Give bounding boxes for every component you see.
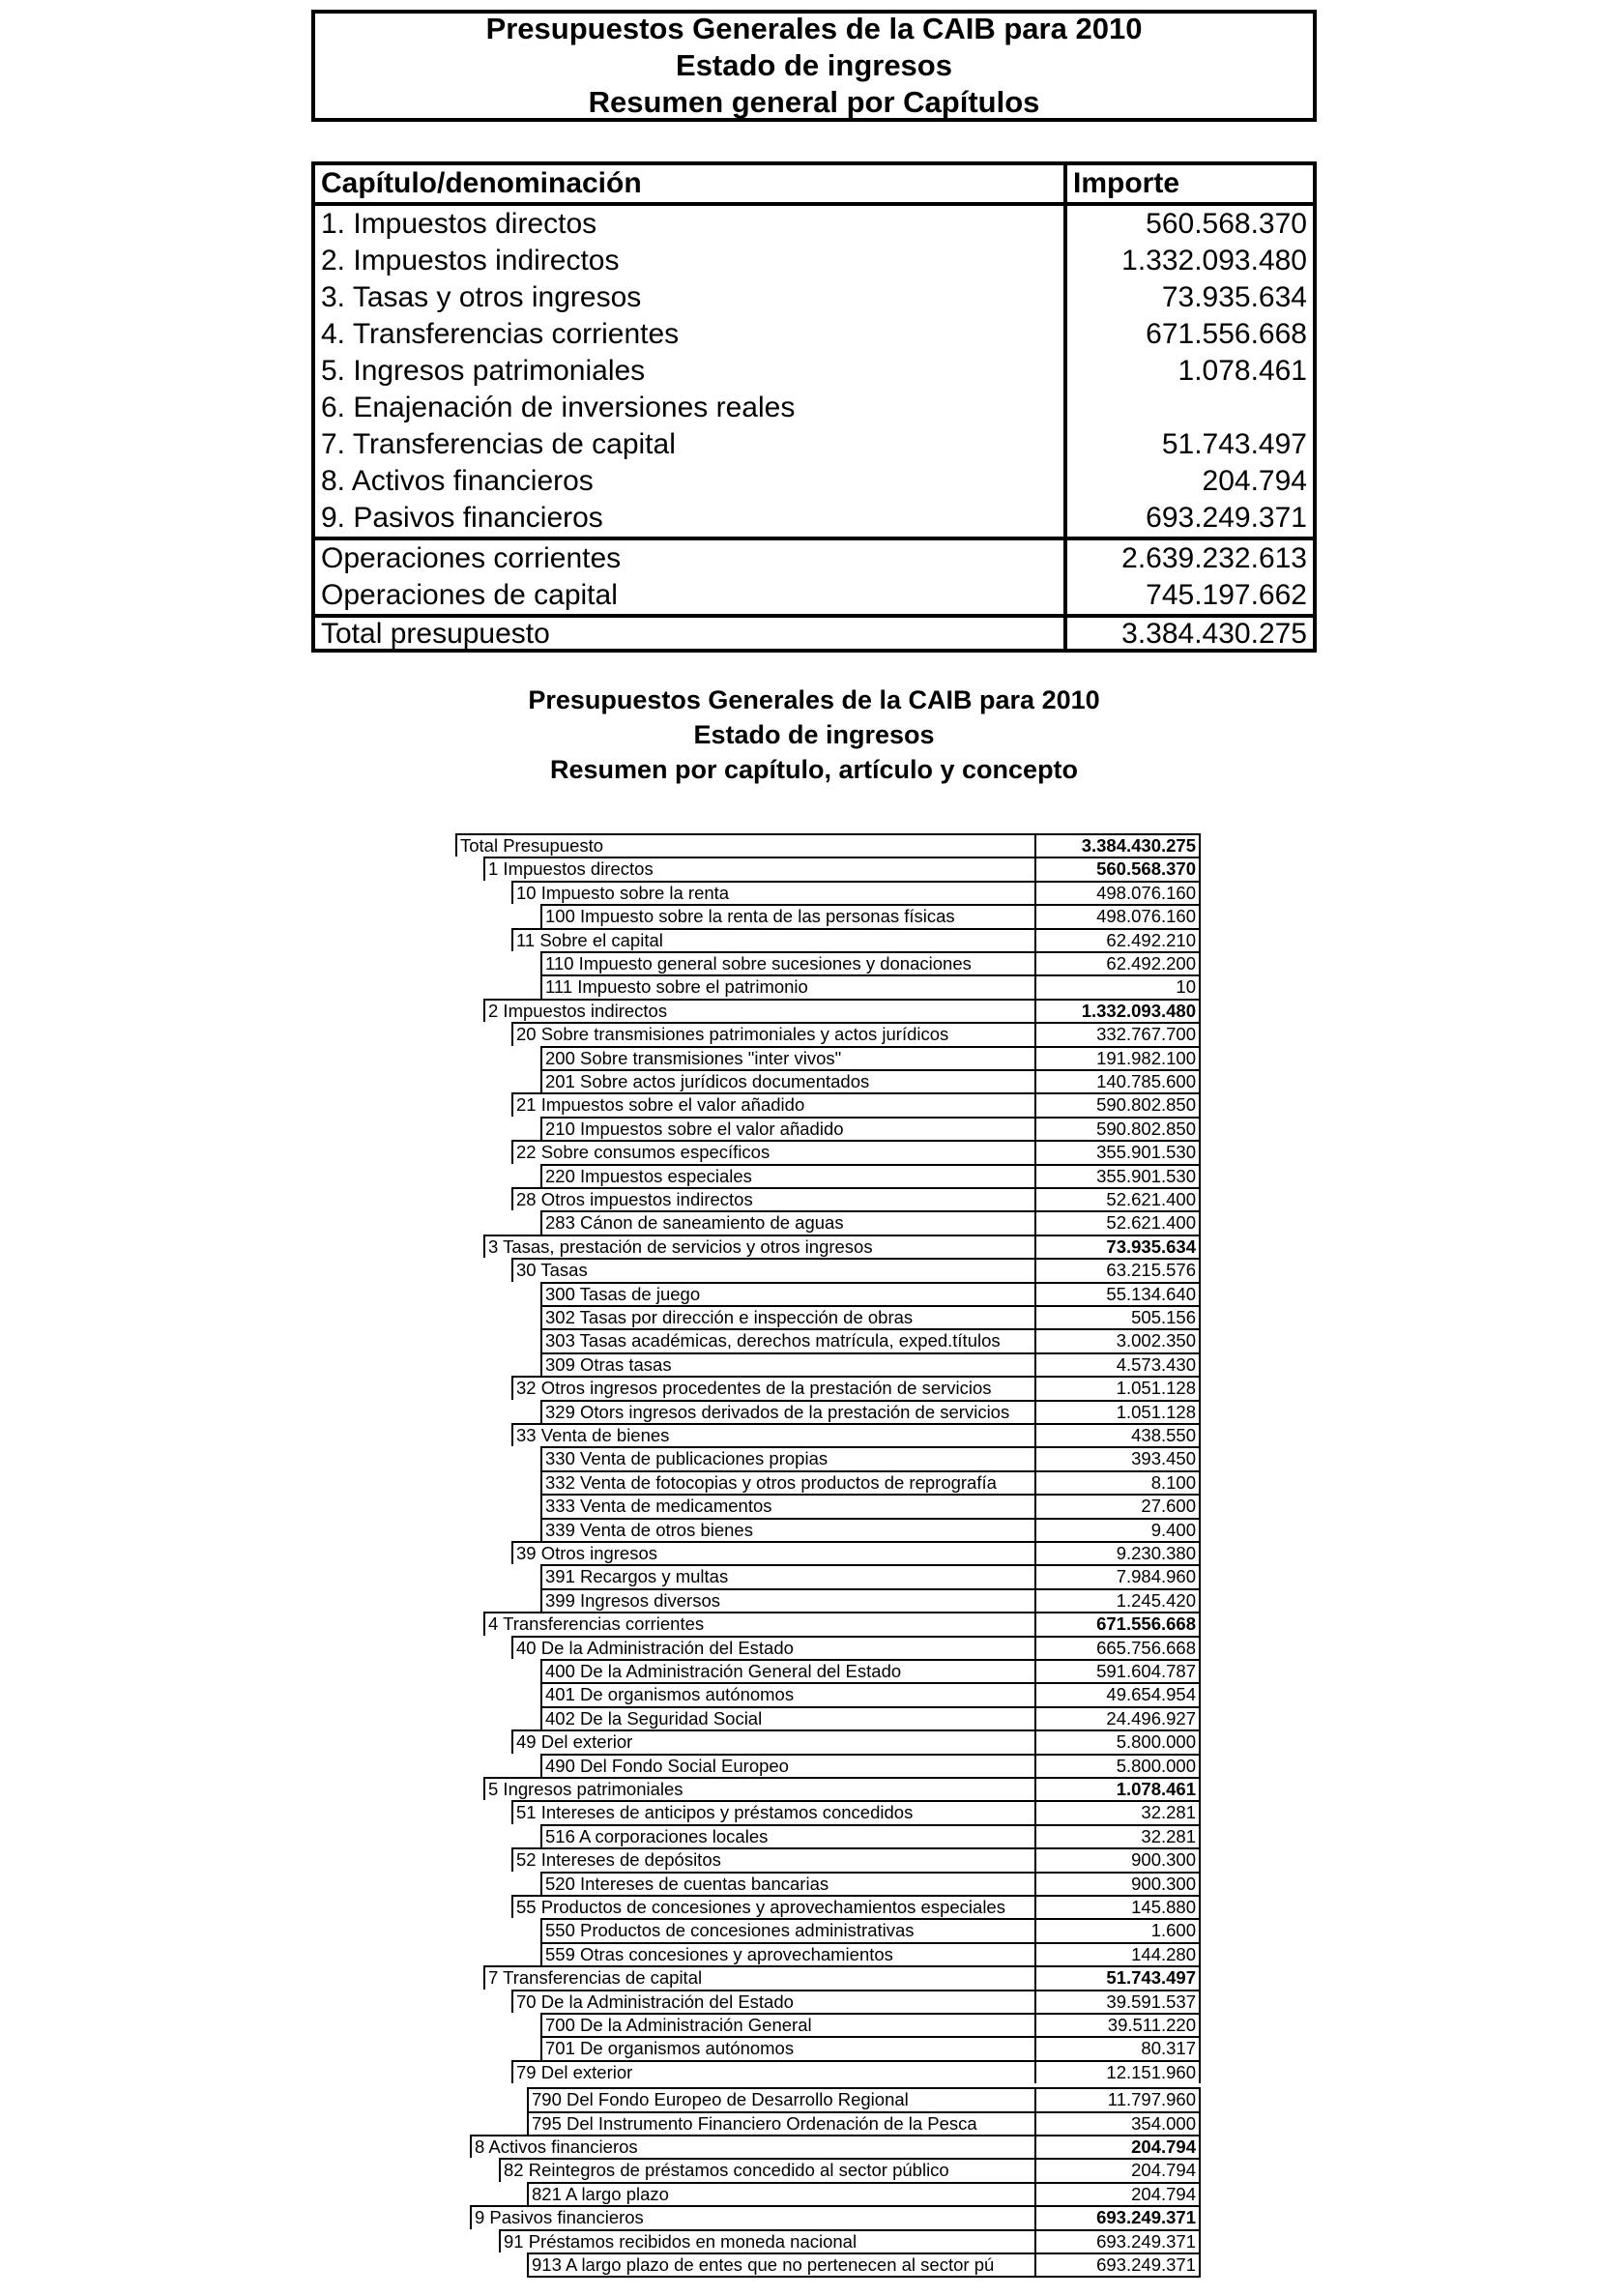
operations-label: Operaciones de capital <box>321 579 618 611</box>
detail-table-bottom-border <box>527 2276 1201 2278</box>
detail-row-value: 1.051.128 <box>1036 1400 1201 1423</box>
detail-row-label: 200 Sobre transmisiones "inter vivos" <box>540 1046 1036 1069</box>
detail-row-value: 62.492.210 <box>1036 928 1201 951</box>
detail-row-value: 505.156 <box>1036 1305 1201 1328</box>
detail-row <box>0 951 1599 974</box>
detail-row-label: 399 Ingresos diversos <box>540 1588 1036 1612</box>
chapter-label: 2. Impuestos indirectos <box>321 245 620 276</box>
detail-row <box>0 1942 1599 1965</box>
detail-row-value: 140.785.600 <box>1036 1069 1201 1092</box>
detail-row-value: 590.802.850 <box>1036 1092 1201 1116</box>
detail-row <box>0 1682 1599 1705</box>
detail-row-value: 49.654.954 <box>1036 1682 1201 1705</box>
detail-row <box>0 1494 1599 1517</box>
operations-label: Operaciones corrientes <box>321 542 622 574</box>
detail-row-value: 900.300 <box>1036 1872 1201 1895</box>
detail-row <box>0 1965 1599 1989</box>
detail-row <box>0 1470 1599 1494</box>
chapter-row <box>315 426 1313 463</box>
detail-row-value: 1.245.420 <box>1036 1588 1201 1612</box>
detail-row-label: 40 De la Administración del Estado <box>511 1636 1036 1659</box>
detail-row <box>0 2087 1599 2110</box>
detail-row-label: 391 Recargos y multas <box>540 1564 1036 1587</box>
detail-row-label: 100 Impuesto sobre la renta de las personas físicas <box>540 904 1036 927</box>
detail-row-value: 693.249.371 <box>1036 2252 1201 2276</box>
detail-row <box>0 1824 1599 1847</box>
summary-title: Presupuestos Generales de la CAIB para 2010 <box>485 12 1143 45</box>
detail-row-label: 51 Intereses de anticipos y préstamos concedidos <box>511 1800 1036 1823</box>
detail-row <box>0 2182 1599 2205</box>
total-row <box>315 616 1313 653</box>
detail-row-value: 355.901.530 <box>1036 1140 1201 1163</box>
detail-row <box>0 1258 1599 1281</box>
detail-row-value: 32.281 <box>1036 1824 1201 1847</box>
detail-row-label: 33 Venta de bienes <box>511 1423 1036 1446</box>
detail-row-value: 1.051.128 <box>1036 1376 1201 1399</box>
detail-row <box>0 928 1599 951</box>
detail-row <box>0 1140 1599 1163</box>
detail-row-label: 39 Otros ingresos <box>511 1541 1036 1564</box>
detail-row-label: 8 Activos financieros <box>470 2135 1036 2158</box>
detail-row-label: 401 De organismos autónomos <box>540 1682 1036 1705</box>
detail-row-value: 7.984.960 <box>1036 1564 1201 1587</box>
detail-row <box>0 881 1599 904</box>
detail-title: Presupuestos Generales de la CAIB para 2010 <box>528 685 1100 714</box>
detail-row-value: 665.756.668 <box>1036 1636 1201 1659</box>
detail-subtitle-2: Resumen por capítulo, artículo y concepto <box>549 755 1079 784</box>
detail-row <box>0 1092 1599 1116</box>
detail-row-label: 49 Del exterior <box>511 1729 1036 1753</box>
detail-row-value: 693.249.371 <box>1036 2229 1201 2252</box>
detail-row-value: 900.300 <box>1036 1847 1201 1871</box>
detail-row-value: 498.076.160 <box>1036 904 1201 927</box>
detail-row-label: 55 Productos de concesiones y aprovechamientos especiales <box>511 1895 1036 1918</box>
detail-row <box>0 2205 1599 2228</box>
operations-value: 2.639.232.613 <box>1121 542 1307 574</box>
detail-row <box>0 1022 1599 1045</box>
detail-row-label: 3 Tasas, prestación de servicios y otros ingresos <box>483 1235 1036 1258</box>
detail-row-label: 309 Otras tasas <box>540 1352 1036 1376</box>
chapter-row <box>315 390 1313 426</box>
detail-row-label: 11 Sobre el capital <box>511 928 1036 951</box>
detail-row-value: 27.600 <box>1036 1494 1201 1517</box>
detail-row-label: 91 Préstamos recibidos en moneda nacional <box>499 2229 1036 2252</box>
detail-row <box>0 1872 1599 1895</box>
detail-row <box>0 1187 1599 1210</box>
column-header-label: Capítulo/denominación <box>321 167 642 199</box>
chapter-row <box>315 206 1313 243</box>
chapter-label: 5. Ingresos patrimoniales <box>321 355 646 387</box>
detail-row <box>0 1352 1599 1376</box>
detail-row-label: 700 De la Administración General <box>540 2013 1036 2036</box>
operations-row <box>315 577 1313 614</box>
detail-row-label: 550 Productos de concesiones administrativas <box>540 1918 1036 1941</box>
detail-row <box>0 1895 1599 1918</box>
detail-row-value: 3.384.430.275 <box>1036 833 1201 857</box>
detail-row-value: 191.982.100 <box>1036 1046 1201 1069</box>
detail-row-label: 400 De la Administración General del Estado <box>540 1659 1036 1682</box>
detail-row-label: 1 Impuestos directos <box>483 857 1036 880</box>
chapter-label: 9. Pasivos financieros <box>321 502 603 534</box>
detail-row <box>0 1588 1599 1612</box>
detail-row-label: 5 Ingresos patrimoniales <box>483 1777 1036 1800</box>
detail-row-value: 560.568.370 <box>1036 857 1201 880</box>
detail-row <box>0 1564 1599 1587</box>
detail-row <box>0 1800 1599 1823</box>
detail-row-label: 790 Del Fondo Europeo de Desarrollo Regional <box>527 2087 1036 2110</box>
detail-row <box>0 2229 1599 2252</box>
detail-row-label: 300 Tasas de juego <box>540 1282 1036 1305</box>
chapter-row <box>315 316 1313 353</box>
chapter-value: 693.249.371 <box>1146 502 1307 534</box>
detail-row-label: 52 Intereses de depósitos <box>511 1847 1036 1871</box>
detail-row-value: 693.249.371 <box>1036 2205 1201 2228</box>
column-header-value: Importe <box>1073 167 1180 199</box>
detail-row <box>0 1847 1599 1871</box>
detail-row-label: 516 A corporaciones locales <box>540 1824 1036 1847</box>
detail-row-value: 52.621.400 <box>1036 1187 1201 1210</box>
detail-row <box>0 1446 1599 1469</box>
detail-row-value: 1.078.461 <box>1036 1777 1201 1800</box>
detail-row <box>0 1210 1599 1234</box>
detail-row <box>0 1069 1599 1092</box>
chapter-label: 1. Impuestos directos <box>321 208 597 240</box>
summary-header-box <box>311 10 1317 122</box>
detail-row-value: 80.317 <box>1036 2036 1201 2059</box>
chapter-label: 4. Transferencias corrientes <box>321 318 680 350</box>
detail-row-label: 70 De la Administración del Estado <box>511 1990 1036 2013</box>
chapter-value: 73.935.634 <box>1161 281 1307 313</box>
detail-row-label: 795 Del Instrumento Financiero Ordenación de la Pesca <box>527 2111 1036 2135</box>
detail-row-value: 204.794 <box>1036 2182 1201 2205</box>
detail-row-label: 201 Sobre actos jurídicos documentados <box>540 1069 1036 1092</box>
detail-row-value: 9.230.380 <box>1036 1541 1201 1564</box>
operations-value: 745.197.662 <box>1146 579 1307 611</box>
detail-row-value: 12.151.960 <box>1036 2060 1201 2083</box>
detail-row <box>0 1659 1599 1682</box>
detail-row-value: 3.002.350 <box>1036 1328 1201 1351</box>
detail-row-value: 11.797.960 <box>1036 2087 1201 2110</box>
detail-row-label: 303 Tasas académicas, derechos matrícula, exped.títulos <box>540 1328 1036 1351</box>
chapter-row <box>315 353 1313 390</box>
detail-row <box>0 2135 1599 2158</box>
detail-row-label: 22 Sobre consumos específicos <box>511 1140 1036 1163</box>
detail-row <box>0 833 1599 857</box>
detail-row-value: 204.794 <box>1036 2158 1201 2181</box>
detail-row-value: 63.215.576 <box>1036 1258 1201 1281</box>
detail-row-value: 354.000 <box>1036 2111 1201 2135</box>
chapter-row <box>315 279 1313 316</box>
detail-row <box>0 1754 1599 1777</box>
detail-row-value: 32.281 <box>1036 1800 1201 1823</box>
detail-title-block <box>311 683 1317 787</box>
detail-row <box>0 904 1599 927</box>
detail-row <box>0 1777 1599 1800</box>
chapter-value: 204.794 <box>1202 465 1307 497</box>
detail-row-value: 204.794 <box>1036 2135 1201 2158</box>
detail-row-label: 10 Impuesto sobre la renta <box>511 881 1036 904</box>
chapter-row <box>315 500 1313 537</box>
detail-row <box>0 1706 1599 1729</box>
detail-row-value: 145.880 <box>1036 1895 1201 1918</box>
detail-row-value: 332.767.700 <box>1036 1022 1201 1045</box>
detail-row-value: 438.550 <box>1036 1423 1201 1446</box>
summary-subtitle-2: Resumen general por Capítulos <box>588 85 1040 119</box>
detail-row-value: 62.492.200 <box>1036 951 1201 974</box>
detail-row-value: 671.556.668 <box>1036 1612 1201 1635</box>
detail-row <box>0 1282 1599 1305</box>
detail-row-label: 332 Venta de fotocopias y otros productos de reprografía <box>540 1470 1036 1494</box>
detail-row-value: 55.134.640 <box>1036 1282 1201 1305</box>
detail-row-label: 402 De la Seguridad Social <box>540 1706 1036 1729</box>
detail-row <box>0 1376 1599 1399</box>
detail-row-value: 590.802.850 <box>1036 1117 1201 1140</box>
detail-row-value: 9.400 <box>1036 1518 1201 1541</box>
detail-row-label: Total Presupuesto <box>455 833 1036 857</box>
detail-row-value: 39.591.537 <box>1036 1990 1201 2013</box>
summary-subtitle: Estado de ingresos <box>676 48 952 82</box>
detail-row-value: 5.800.000 <box>1036 1729 1201 1753</box>
detail-row <box>0 2036 1599 2059</box>
detail-row-value: 4.573.430 <box>1036 1352 1201 1376</box>
chapter-value: 51.743.497 <box>1161 428 1307 460</box>
chapter-label: 8. Activos financieros <box>321 465 594 497</box>
detail-row-label: 913 A largo plazo de entes que no pertenecen al sector pú <box>527 2252 1036 2276</box>
detail-row <box>0 1305 1599 1328</box>
detail-row <box>0 1518 1599 1541</box>
detail-row-value: 1.332.093.480 <box>1036 999 1201 1022</box>
detail-row-label: 330 Venta de publicaciones propias <box>540 1446 1036 1469</box>
detail-row <box>0 1990 1599 2013</box>
detail-row <box>0 1918 1599 1941</box>
detail-row <box>0 2252 1599 2276</box>
detail-row-value: 393.450 <box>1036 1446 1201 1469</box>
detail-row <box>0 1235 1599 1258</box>
detail-row <box>0 1612 1599 1635</box>
detail-row <box>0 1400 1599 1423</box>
detail-row-label: 329 Otors ingresos derivados de la prestación de servicios <box>540 1400 1036 1423</box>
detail-row <box>0 1046 1599 1069</box>
detail-row-label: 7 Transferencias de capital <box>483 1965 1036 1989</box>
detail-row-value: 39.511.220 <box>1036 2013 1201 2036</box>
detail-row <box>0 1164 1599 1187</box>
detail-row-label: 79 Del exterior <box>511 2060 1036 2083</box>
detail-row-label: 20 Sobre transmisiones patrimoniales y actos jurídicos <box>511 1022 1036 1045</box>
detail-row-value: 51.743.497 <box>1036 1965 1201 1989</box>
detail-row-label: 30 Tasas <box>511 1258 1036 1281</box>
detail-row-value: 8.100 <box>1036 1470 1201 1494</box>
detail-row-label: 339 Venta de otros bienes <box>540 1518 1036 1541</box>
detail-row-value: 73.935.634 <box>1036 1235 1201 1258</box>
chapter-label: 3. Tasas y otros ingresos <box>321 281 642 313</box>
detail-row <box>0 2111 1599 2135</box>
chapter-label: 7. Transferencias de capital <box>321 428 676 460</box>
detail-row-label: 559 Otras concesiones y aprovechamientos <box>540 1942 1036 1965</box>
detail-row <box>0 857 1599 880</box>
detail-row <box>0 1636 1599 1659</box>
detail-row-value: 498.076.160 <box>1036 881 1201 904</box>
detail-row <box>0 1423 1599 1446</box>
summary-table <box>311 161 1317 653</box>
detail-row-label: 4 Transferencias corrientes <box>483 1612 1036 1635</box>
detail-row-label: 520 Intereses de cuentas bancarias <box>540 1872 1036 1895</box>
detail-row-label: 21 Impuestos sobre el valor añadido <box>511 1092 1036 1116</box>
detail-row <box>0 974 1599 998</box>
operations-row <box>315 540 1313 577</box>
detail-row-label: 821 A largo plazo <box>527 2182 1036 2205</box>
detail-row <box>0 1729 1599 1753</box>
detail-row-label: 32 Otros ingresos procedentes de la prestación de servicios <box>511 1376 1036 1399</box>
detail-row <box>0 2158 1599 2181</box>
detail-row-value: 52.621.400 <box>1036 1210 1201 1234</box>
detail-subtitle: Estado de ingresos <box>693 720 935 749</box>
detail-row-value: 1.600 <box>1036 1918 1201 1941</box>
chapter-value: 671.556.668 <box>1146 318 1307 350</box>
detail-row-label: 333 Venta de medicamentos <box>540 1494 1036 1517</box>
detail-row-label: 210 Impuestos sobre el valor añadido <box>540 1117 1036 1140</box>
detail-row-label: 283 Cánon de saneamiento de aguas <box>540 1210 1036 1234</box>
detail-row-value: 591.604.787 <box>1036 1659 1201 1682</box>
detail-row-label: 9 Pasivos financieros <box>470 2205 1036 2228</box>
chapter-row <box>315 243 1313 279</box>
chapter-value: 1.078.461 <box>1177 355 1307 387</box>
total-value: 3.384.430.275 <box>1121 618 1307 650</box>
detail-row-label: 302 Tasas por dirección e inspección de obras <box>540 1305 1036 1328</box>
detail-row <box>0 2013 1599 2036</box>
detail-row-label: 111 Impuesto sobre el patrimonio <box>540 974 1036 998</box>
chapter-value: 1.332.093.480 <box>1121 245 1307 276</box>
detail-row-value: 5.800.000 <box>1036 1754 1201 1777</box>
detail-row-label: 82 Reintegros de préstamos concedido al sector público <box>499 2158 1036 2181</box>
detail-row-value: 144.280 <box>1036 1942 1201 1965</box>
detail-row-label: 2 Impuestos indirectos <box>483 999 1036 1022</box>
detail-row-label: 490 Del Fondo Social Europeo <box>540 1754 1036 1777</box>
detail-row <box>0 1541 1599 1564</box>
detail-row-label: 220 Impuestos especiales <box>540 1164 1036 1187</box>
detail-row-label: 110 Impuesto general sobre sucesiones y donaciones <box>540 951 1036 974</box>
detail-row-label: 701 De organismos autónomos <box>540 2036 1036 2059</box>
detail-row <box>0 1117 1599 1140</box>
total-label: Total presupuesto <box>321 618 550 650</box>
chapter-row <box>315 463 1313 500</box>
detail-row-value: 24.496.927 <box>1036 1706 1201 1729</box>
detail-row <box>0 2060 1599 2083</box>
summary-header-row <box>315 165 1313 202</box>
chapter-value: 560.568.370 <box>1146 208 1307 240</box>
detail-row-value: 10 <box>1036 974 1201 998</box>
detail-row <box>0 999 1599 1022</box>
detail-row-value: 355.901.530 <box>1036 1164 1201 1187</box>
chapter-label: 6. Enajenación de inversiones reales <box>321 392 796 423</box>
detail-row <box>0 1328 1599 1351</box>
detail-row-label: 28 Otros impuestos indirectos <box>511 1187 1036 1210</box>
